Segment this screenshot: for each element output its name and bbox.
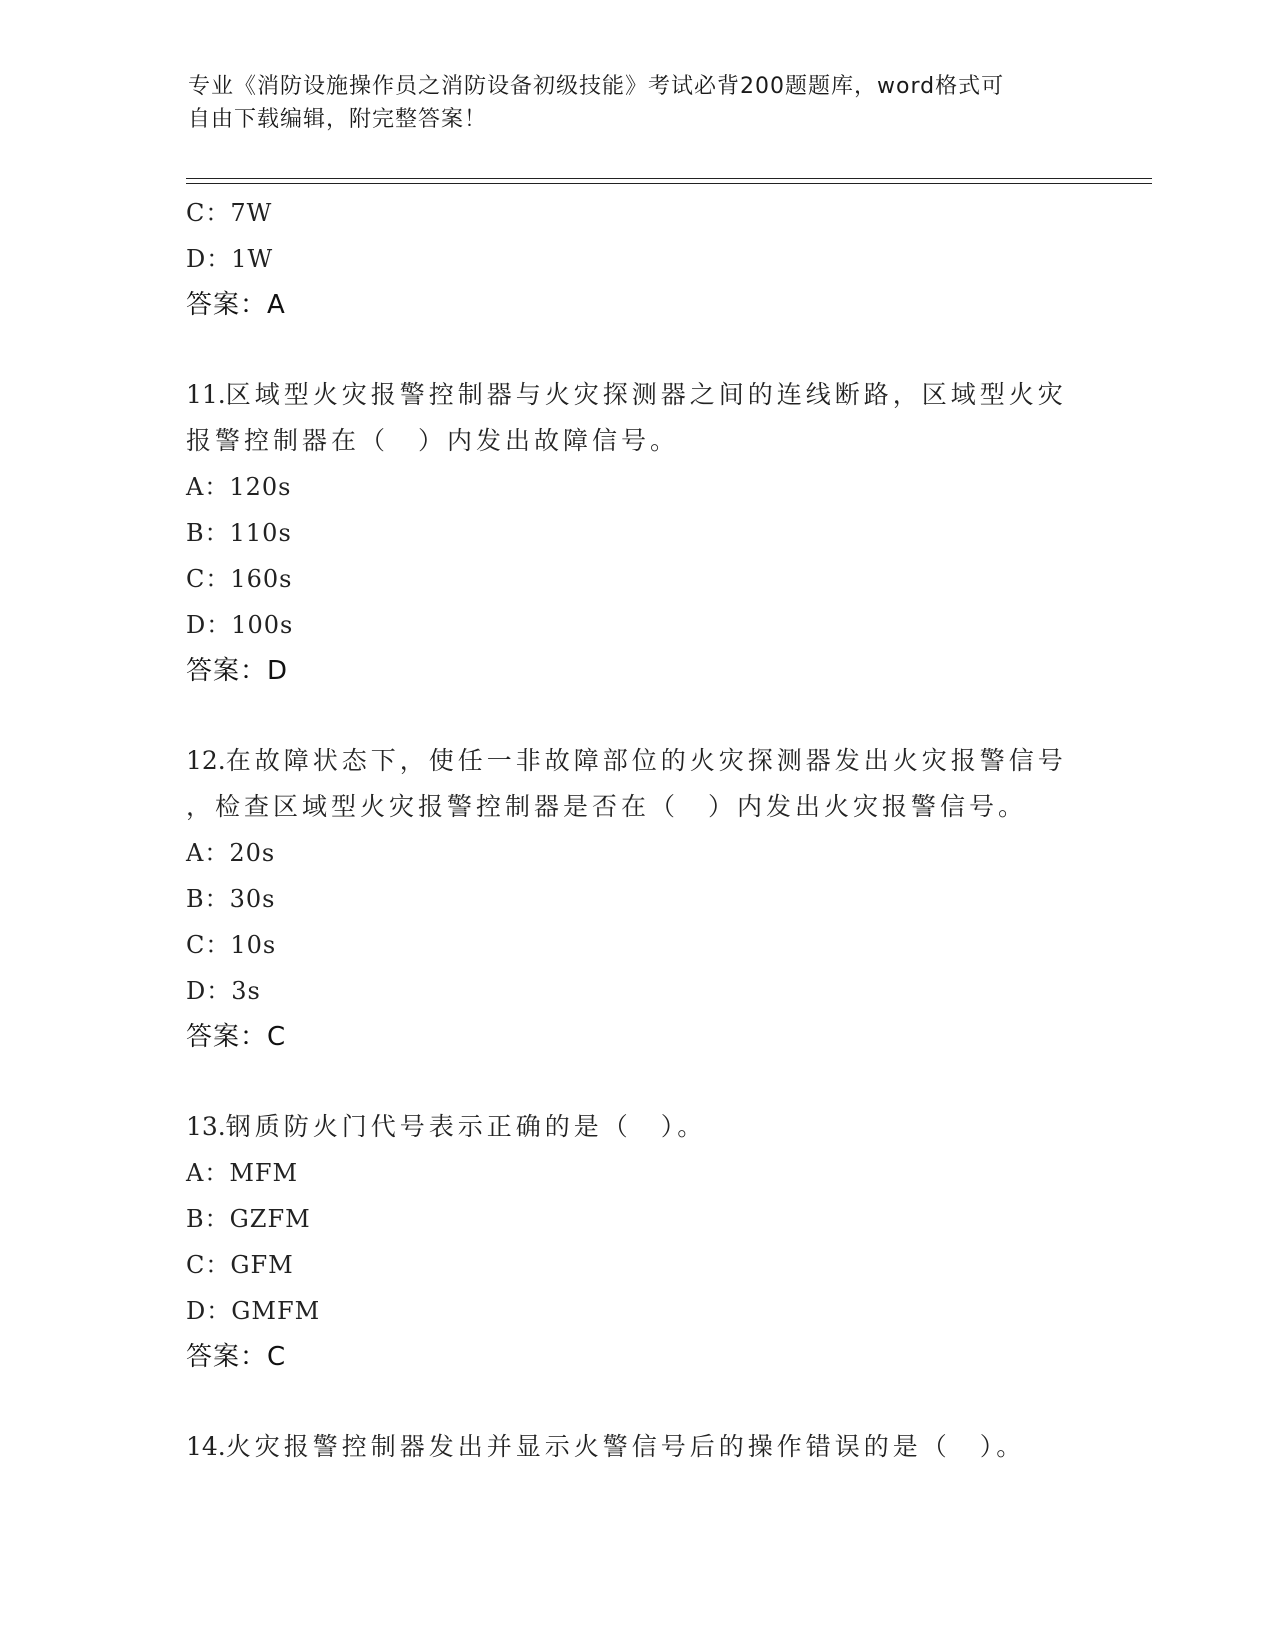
option-a: A：MFM	[186, 1159, 299, 1187]
question-text	[186, 1104, 1076, 1150]
question-list	[186, 190, 1086, 1470]
question-line-1: 钢质防火门代号表示正确的是（ ）。	[225, 1112, 707, 1141]
question-line-1: 区域型火灾报警控制器与火灾探测器之间的连线断路，区域型火灾	[225, 380, 1067, 409]
question-text	[186, 1424, 1076, 1470]
question-13	[186, 1104, 1086, 1380]
option-c: C：10s	[186, 931, 277, 959]
document-header	[188, 70, 1088, 136]
question-line-1: 在故障状态下，使任一非故障部位的火灾探测器发出火灾报警信号	[225, 746, 1067, 775]
option-d: D：100s	[186, 611, 294, 639]
option-b: B：30s	[186, 885, 276, 913]
option-c: C：160s	[186, 565, 293, 593]
question-line-2: 报警控制器在（ ）内发出故障信号。	[186, 426, 680, 455]
option-a: A：20s	[186, 839, 276, 867]
question-number: 14.	[186, 1432, 226, 1461]
header-rule-top	[186, 178, 1152, 179]
question-10-tail	[186, 190, 1086, 328]
question-text	[186, 372, 1076, 418]
answer: 答案：C	[186, 1022, 287, 1052]
header-line-1: 专业《消防设施操作员之消防设备初级技能》考试必背200题题库，word格式可	[188, 74, 1005, 99]
question-line-2: ，检查区域型火灾报警控制器是否在（ ）内发出火灾报警信号。	[186, 792, 1028, 821]
option-c: C：GFM	[186, 1251, 294, 1279]
option-d: D：GMFM	[186, 1297, 321, 1325]
question-number: 12.	[186, 746, 226, 775]
question-number: 11.	[186, 380, 226, 409]
question-line-1: 火灾报警控制器发出并显示火警信号后的操作错误的是（ ）。	[225, 1432, 1026, 1461]
answer: 答案：A	[186, 290, 286, 320]
option-a: A：120s	[186, 473, 292, 501]
option-c: C：7W	[186, 199, 273, 227]
header-rule-bottom	[186, 183, 1152, 184]
option-b: B：GZFM	[186, 1205, 311, 1233]
question-text	[186, 738, 1076, 784]
question-12	[186, 738, 1086, 1060]
question-11	[186, 372, 1086, 694]
option-d: D：3s	[186, 977, 261, 1005]
answer: 答案：C	[186, 1342, 287, 1372]
question-number: 13.	[186, 1112, 226, 1141]
header-line-2: 自由下载编辑，附完整答案！	[188, 107, 488, 132]
option-d: D：1W	[186, 245, 274, 273]
question-14	[186, 1424, 1086, 1470]
answer: 答案：D	[186, 656, 289, 686]
option-b: B：110s	[186, 519, 292, 547]
